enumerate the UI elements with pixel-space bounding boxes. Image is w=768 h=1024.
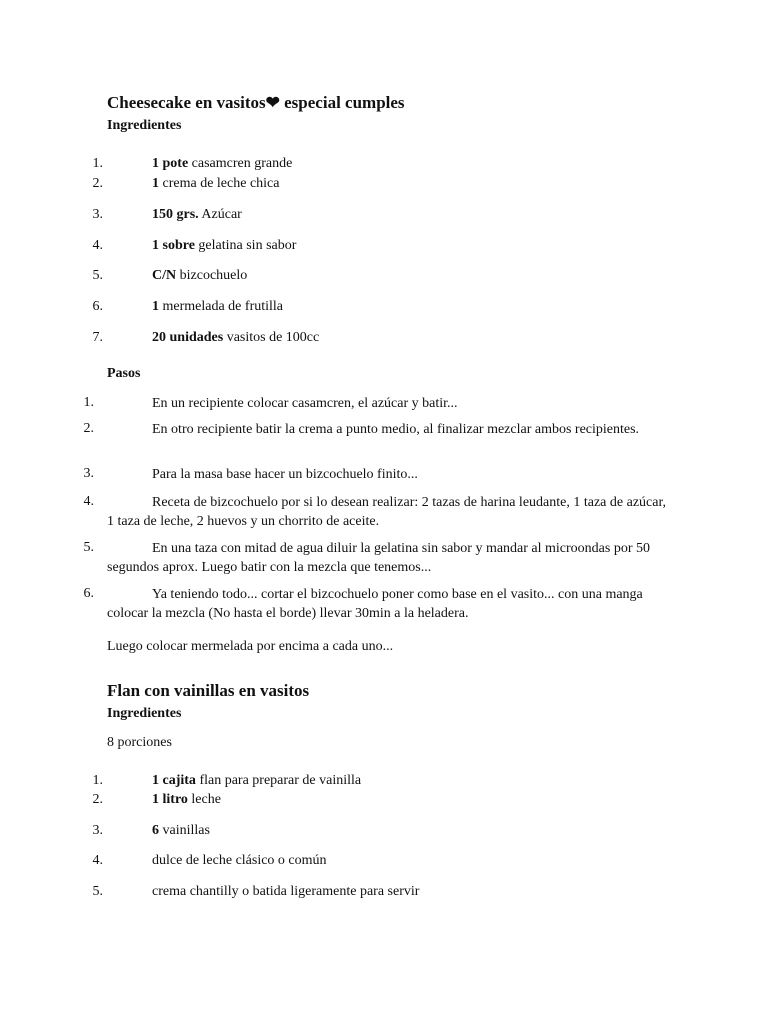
ingredient-text <box>152 299 283 315</box>
step-text: Para la masa base hacer un bizcochuelo finito... <box>152 467 418 482</box>
recipe1-steps-heading: Pasos <box>107 366 141 381</box>
step-text: En otro recipiente batir la crema a punto medio, al finalizar mezclar ambos recipientes. <box>152 422 640 437</box>
ingredient-name: mermelada de frutilla <box>159 299 283 314</box>
recipe1-title: Cheesecake en vasitos❤ especial cumples <box>107 93 405 112</box>
list-number: 6. <box>92 299 103 314</box>
ingredient-item <box>0 330 768 348</box>
ingredient-quantity: 6 <box>152 823 159 838</box>
ingredient-text <box>152 853 327 869</box>
ingredient-text <box>152 238 296 254</box>
ingredient-quantity: 20 unidades <box>152 330 224 345</box>
ingredient-item <box>0 207 768 225</box>
ingredient-item <box>0 884 768 902</box>
step-text: En un recipiente colocar casamcren, el azúcar y batir... <box>152 396 458 411</box>
ingredient-quantity: 1 sobre <box>152 238 195 253</box>
ingredient-item <box>0 853 768 871</box>
recipe2-ingredients-heading: Ingredientes <box>107 706 182 721</box>
recipe2-title: Flan con vainillas en vasitos <box>107 681 310 700</box>
ingredient-text <box>152 884 419 900</box>
ingredient-text <box>152 268 247 284</box>
ingredient-quantity: 1 <box>152 176 159 191</box>
ingredient-quantity: 1 cajita <box>152 773 196 788</box>
list-number: 5. <box>83 540 94 555</box>
ingredient-text <box>152 176 279 192</box>
ingredient-text <box>152 330 319 346</box>
ingredient-name: vainillas <box>159 823 210 838</box>
recipe1-closing-note: Luego colocar mermelada por encima a cada uno... <box>107 639 394 654</box>
ingredient-name: dulce de leche clásico o común <box>152 853 327 868</box>
list-number: 2. <box>92 176 103 191</box>
list-number: 2. <box>83 421 94 436</box>
step-text: Ya teniendo todo... cortar el bizcochuelo poner como base en el vasito... con una manga colocar la mezcla (No hasta el borde) llevar 30min a la heladera. <box>107 587 643 621</box>
ingredient-text <box>152 156 292 172</box>
list-number: 1. <box>92 773 103 788</box>
list-number: 7. <box>92 330 103 345</box>
step-text: En una taza con mitad de agua diluir la gelatina sin sabor y mandar al microondas por 50 segundos aprox. Luego batir con la mezcla que tenemos... <box>107 541 651 575</box>
list-number: 3. <box>92 823 103 838</box>
ingredient-quantity: C/N <box>152 268 177 283</box>
ingredient-text <box>152 792 221 808</box>
list-number: 5. <box>92 268 103 283</box>
list-number: 1. <box>83 395 94 410</box>
ingredient-name: bizcochuelo <box>176 268 248 283</box>
list-number: 4. <box>92 238 103 253</box>
ingredient-item <box>0 792 768 810</box>
ingredient-item <box>0 823 768 841</box>
list-number: 2. <box>92 792 103 807</box>
ingredient-quantity: 1 <box>152 299 159 314</box>
list-number: 4. <box>83 494 94 509</box>
step-text: Receta de bizcochuelo por si lo desean realizar: 2 tazas de harina leudante, 1 taza de azúcar, 1 taza de leche, 2 huevos y un chorrito de aceite. <box>107 495 667 529</box>
ingredient-name: vasitos de 100cc <box>223 330 320 345</box>
ingredient-quantity: 1 pote <box>152 156 189 171</box>
list-number: 6. <box>83 586 94 601</box>
ingredient-text <box>152 773 361 789</box>
ingredient-item <box>0 268 768 286</box>
list-number: 4. <box>92 853 103 868</box>
list-number: 3. <box>92 207 103 222</box>
ingredient-item <box>0 156 768 174</box>
ingredient-text <box>152 823 210 839</box>
ingredient-name: crema chantilly o batida ligeramente para servir <box>152 884 420 899</box>
ingredient-name: flan para preparar de vainilla <box>195 773 362 788</box>
recipe2-portions: 8 porciones <box>107 735 172 750</box>
list-number: 3. <box>83 466 94 481</box>
ingredient-name: Azúcar <box>198 207 242 222</box>
ingredient-name: crema de leche chica <box>159 176 280 191</box>
list-number: 5. <box>92 884 103 899</box>
ingredient-item <box>0 176 768 194</box>
ingredient-item <box>0 238 768 256</box>
ingredient-item <box>0 299 768 317</box>
ingredient-quantity: 150 grs. <box>152 207 199 222</box>
ingredient-item <box>0 773 768 791</box>
ingredient-text <box>152 207 242 223</box>
ingredient-quantity: 1 litro <box>152 792 188 807</box>
ingredient-name: gelatina sin sabor <box>194 238 297 253</box>
recipe1-ingredients-heading: Ingredientes <box>107 118 182 133</box>
ingredient-name: casamcren grande <box>188 156 293 171</box>
ingredient-name: leche <box>187 792 221 807</box>
list-number: 1. <box>92 156 103 171</box>
